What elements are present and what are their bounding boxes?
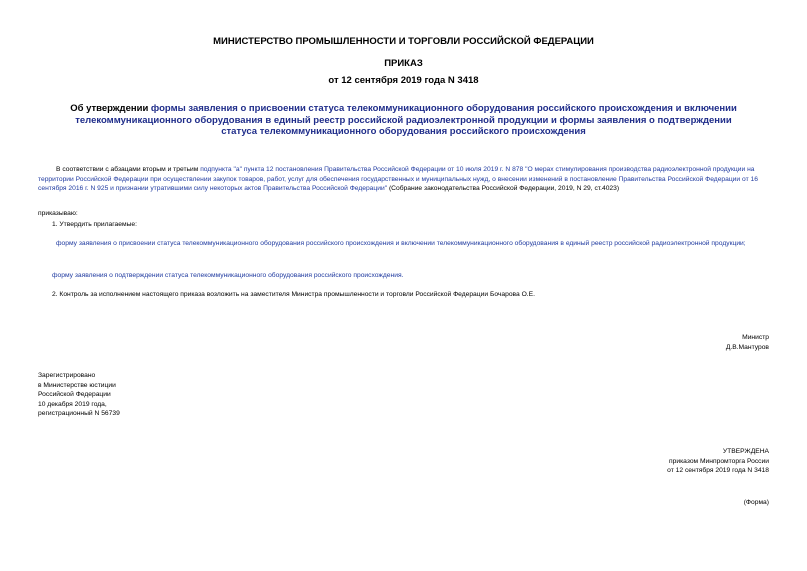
signature-name: Д.В.Мантуров (725, 343, 769, 351)
form1-link[interactable]: форму заявления о присвоении статуса телекоммуникационного оборудования российского происхождения и включении телекоммуникационного оборудования в единый реестр российской радиоэлектронной продукции; (56, 240, 746, 247)
signature-block (726, 333, 769, 352)
approval-block (667, 447, 769, 476)
ministry-heading: МИНИСТЕРСТВО ПРОМЫШЛЕННОСТИ И ТОРГОВЛИ РОССИЙСКОЙ ФЕДЕРАЦИИ (213, 36, 594, 47)
approval-line-3: от 12 сентября 2019 года N 3418 (667, 467, 769, 474)
preamble-part2: (Собрание законодательства Российской Федерации, 2019, N 29, ст.4023) (387, 185, 620, 192)
document-title (60, 103, 747, 138)
title-form-link[interactable]: формы заявления о присвоении статуса телекоммуникационного оборудования российского происхождения и включении телекоммуникационного оборудования в единый реестр российской радиоэлектронной продукции и формы заявления о подтверждении статуса телекоммуникационного оборудования российского происхождения (75, 103, 737, 137)
registration-line-4: 10 декабря 2019 года, (38, 400, 107, 408)
approval-line-1: УТВЕРЖДЕНА (722, 448, 769, 455)
title-prefix: Об утверждении (70, 103, 151, 114)
preamble-paragraph (38, 165, 770, 194)
order-heading: ПРИКАЗ (384, 58, 423, 69)
registration-line-5: регистрационный N 56739 (38, 410, 120, 417)
signature-position: Министр (742, 334, 769, 341)
form2-link[interactable]: форму заявления о подтверждении статуса телекоммуникационного оборудования российского происхождения. (52, 272, 404, 279)
item-1: 1. Утвердить прилагаемые: (52, 221, 137, 228)
registration-block (38, 371, 120, 419)
preamble-part1: В соответствии с абзацами вторым и третьим (56, 166, 201, 173)
order-word: приказываю: (38, 210, 78, 217)
preamble-regulation-link[interactable]: подпункта "а" пункта 12 постановления Правительства Российской Федерации от 10 июля 2019 г. N 878 "О мерах стимулирования производства радиоэлектронной продукции на территории Российской Федерации при осуществлении закупок товаров, работ, услуг для обеспечения государственных и муниципальных нужд, о внесении изменений в постановление Правительства Российской Федерации от 16 сентября 2016 г. N 925 и признании утратившими силу некоторых актов Правительства Российской Федерации" (38, 166, 758, 192)
order-date-number: от 12 сентября 2019 года N 3418 (328, 75, 479, 86)
approval-line-2: приказом Минпромторга России (669, 457, 769, 465)
item-2: 2. Контроль за исполнением настоящего приказа возложить на заместителя Министра промышленности и торговли Российской Федерации Бочарова О.Е. (52, 291, 535, 298)
registration-line-3: Российской Федерации (38, 391, 111, 398)
form-label: (Форма) (743, 499, 769, 506)
registration-line-1: Зарегистрировано (38, 372, 96, 379)
registration-line-2: в Министерстве юстиции (38, 381, 116, 389)
